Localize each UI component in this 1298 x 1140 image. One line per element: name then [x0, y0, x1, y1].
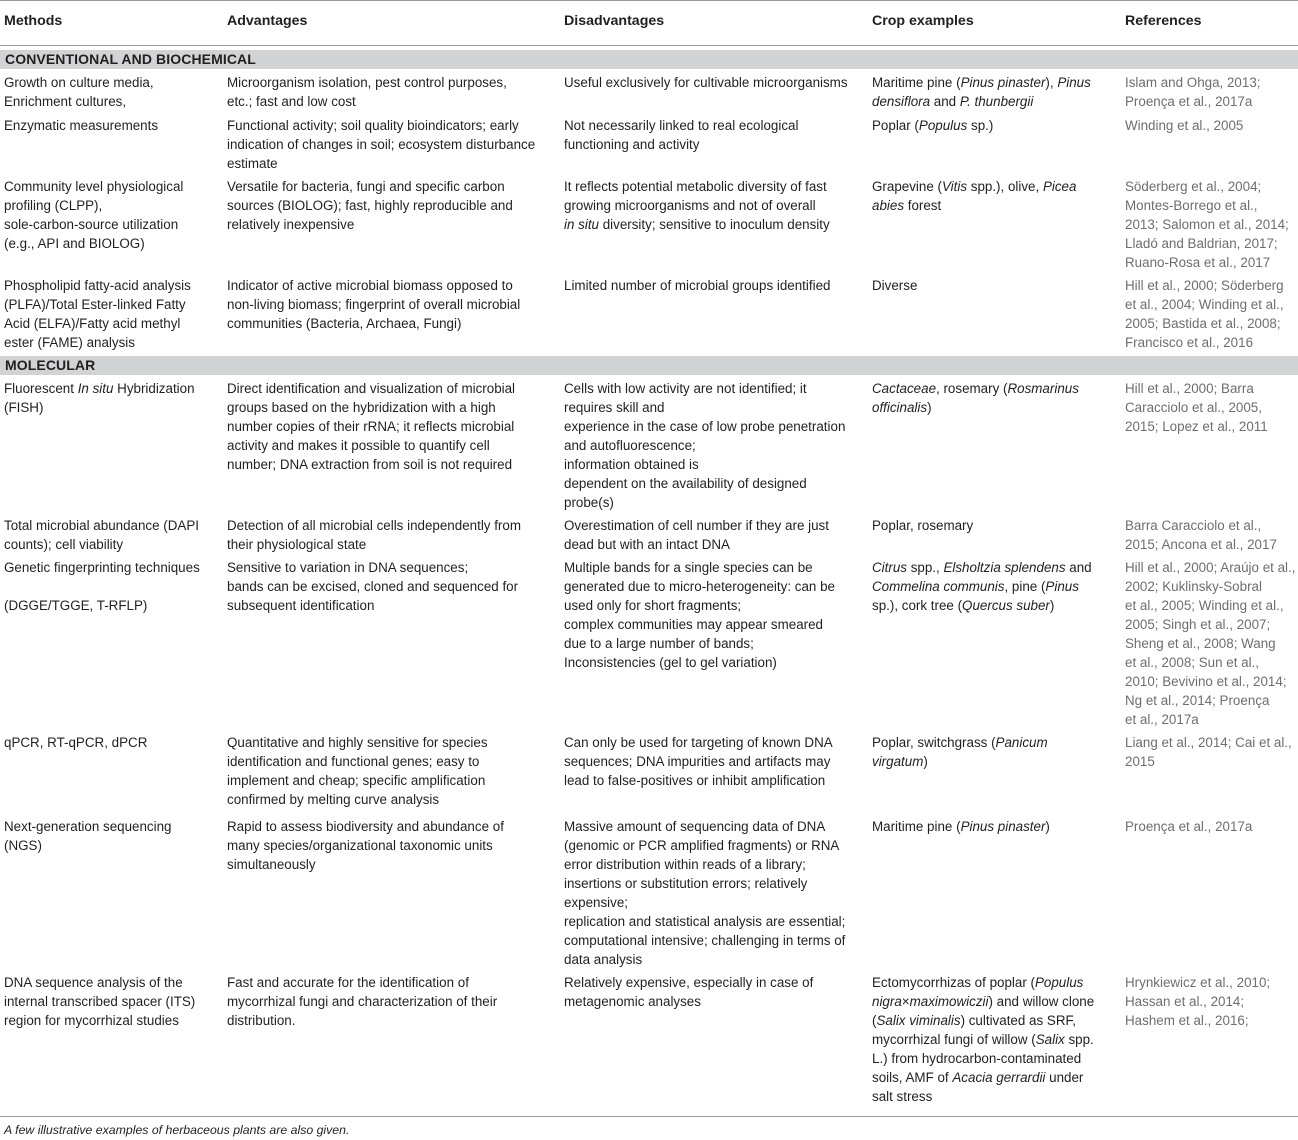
cell-line: ester (FAME) analysis — [4, 335, 135, 350]
cell-line: estimate — [227, 156, 278, 171]
cell-line: functioning and activity — [564, 137, 700, 152]
cell-line: Söderberg et al., 2004; — [1125, 179, 1262, 194]
cell-line: identification and functional genes; easy to — [227, 754, 480, 769]
advantages-cell — [227, 73, 507, 111]
cell-line: Hashem et al., 2016; — [1125, 1013, 1249, 1028]
cell-line: 2005; Singh et al., 2007; — [1125, 617, 1271, 632]
cell-line: sequences; DNA impurities and artifacts may — [564, 754, 831, 769]
cell-line: virgatum) — [872, 754, 928, 769]
cell-line: Direct identification and visualization of microbial — [227, 381, 516, 396]
column-header-references: References — [1125, 13, 1202, 29]
cell-line: Ruano-Rosa et al., 2017 — [1125, 255, 1271, 270]
disadvantages-cell — [564, 817, 845, 969]
references-cell — [1125, 558, 1295, 729]
table-footnote: A few illustrative examples of herbaceous plants are also given. — [4, 1123, 350, 1137]
cell-line: salt stress — [872, 1089, 933, 1104]
column-header-methods: Methods — [4, 13, 63, 29]
cell-line: used only for short fragments; — [564, 598, 742, 613]
cell-line: et al., 2005; Winding et al., — [1125, 598, 1284, 613]
table-bottom-rule — [0, 1116, 1298, 1117]
cell-line: simultaneously — [227, 857, 316, 872]
cell-line: Quantitative and highly sensitive for species — [227, 735, 488, 750]
disadvantages-cell — [564, 116, 798, 154]
cell-line: Genetic fingerprinting techniques — [4, 560, 200, 575]
cell-line: internal transcribed spacer (ITS) — [4, 994, 196, 1009]
cell-line: Microorganism isolation, pest control purposes, — [227, 75, 507, 90]
cell-line: Acid (ELFA)/Fatty acid methyl — [4, 316, 181, 331]
cell-line: sole-carbon-source utilization — [4, 217, 179, 232]
cell-line: sources (BIOLOG); fast, highly reproducible and — [227, 198, 513, 213]
cell-line: Next-generation sequencing — [4, 819, 172, 834]
disadvantages-cell — [564, 177, 830, 234]
method-cell — [4, 817, 172, 855]
cell-line: computational intensive; challenging in terms of — [564, 933, 846, 948]
cell-line: Community level physiological — [4, 179, 184, 194]
disadvantages-cell — [564, 558, 835, 672]
cell-line: Functional activity; soil quality bioindicators; early — [227, 118, 519, 133]
cell-line: 2002; Kuklinsky-Sobral — [1125, 579, 1262, 594]
cell-line: metagenomic analyses — [564, 994, 701, 1009]
cell-line: et al., 2008; Sun et al., — [1125, 655, 1259, 670]
cell-line: dead but with an intact DNA — [564, 537, 730, 552]
disadvantages-cell — [564, 276, 830, 295]
references-cell — [1125, 177, 1289, 272]
crop-examples-cell — [872, 73, 1091, 111]
cell-line: Francisco et al., 2016 — [1125, 335, 1254, 350]
cell-line: soils, AMF of Acacia gerrardii under — [872, 1070, 1084, 1085]
advantages-cell — [227, 177, 513, 234]
cell-line: et al., 2017a — [1125, 712, 1199, 727]
cell-line: generated due to micro-heterogeneity: can be — [564, 579, 835, 594]
cell-line: Fast and accurate for the identification of — [227, 975, 469, 990]
crop-examples-cell — [872, 817, 1050, 836]
cell-line: Diverse — [872, 278, 918, 293]
method-cell — [4, 379, 195, 417]
advantages-cell — [227, 817, 504, 874]
cell-line: requires skill and — [564, 400, 665, 415]
cell-line: Hill et al., 2000; Araújo et al., — [1125, 560, 1296, 575]
cell-line: qPCR, RT-qPCR, dPCR — [4, 735, 148, 750]
cell-line: 2015 — [1125, 754, 1155, 769]
cell-line: Hill et al., 2000; Söderberg — [1125, 278, 1284, 293]
method-cell — [4, 177, 183, 253]
cell-line: It reflects potential metabolic diversity of fast — [564, 179, 827, 194]
cell-line: Ectomycorrhizas of poplar (Populus — [872, 975, 1084, 990]
method-cell — [4, 733, 147, 752]
cell-line: Ng et al., 2014; Proença — [1125, 693, 1270, 708]
cell-line: Indicator of active microbial biomass opposed to — [227, 278, 513, 293]
cell-line: Sheng et al., 2008; Wang — [1125, 636, 1276, 651]
crop-examples-cell — [872, 177, 1076, 215]
cell-line: subsequent identification — [227, 598, 375, 613]
cell-line: Islam and Ohga, 2013; — [1125, 75, 1261, 90]
disadvantages-cell — [564, 733, 833, 790]
cell-line: profiling (CLPP), — [4, 198, 103, 213]
cell-line: Proença et al., 2017a — [1125, 819, 1253, 834]
cell-line: replication and statistical analysis are essential; — [564, 914, 846, 929]
cell-line: L.) from hydrocarbon-contaminated — [872, 1051, 1082, 1066]
advantages-cell — [227, 379, 515, 474]
cell-line: Total microbial abundance (DAPI — [4, 518, 200, 533]
cell-line: dependent on the availability of designed — [564, 476, 807, 491]
cell-line: Massive amount of sequencing data of DNA — [564, 819, 826, 834]
cell-line: confirmed by melting curve analysis — [227, 792, 440, 807]
cell-line: Maritime pine (Pinus pinaster), Pinus — [872, 75, 1091, 90]
column-header-crop-examples: Crop examples — [872, 13, 974, 29]
cell-line: Inconsistencies (gel to gel variation) — [564, 655, 777, 670]
cell-line: many species/organizational taxonomic units — [227, 838, 493, 853]
cell-line: Enrichment cultures, — [4, 94, 127, 109]
cell-line: number; DNA extraction from soil is not required — [227, 457, 513, 472]
cell-line: Lladó and Baldrian, 2017; — [1125, 236, 1278, 251]
cell-line: Sensitive to variation in DNA sequences; — [227, 560, 469, 575]
cell-line: Hill et al., 2000; Barra — [1125, 381, 1254, 396]
cell-line: (FISH) — [4, 400, 44, 415]
advantages-cell — [227, 733, 488, 809]
method-cell — [4, 558, 200, 615]
cell-line: experience in the case of low probe penetration — [564, 419, 846, 434]
references-cell — [1125, 276, 1284, 352]
cell-line: et al., 2004; Winding et al., — [1125, 297, 1284, 312]
cell-line: Phospholipid fatty-acid analysis — [4, 278, 191, 293]
cell-line: DNA sequence analysis of the — [4, 975, 183, 990]
cell-line: and autofluorescence; — [564, 438, 696, 453]
cell-line: densiflora and P. thunbergii — [872, 94, 1034, 109]
cell-line: mycorrhizal fungi of willow (Salix spp. — [872, 1032, 1094, 1047]
cell-line: data analysis — [564, 952, 643, 967]
cell-line: Cactaceae, rosemary (Rosmarinus — [872, 381, 1079, 396]
advantages-cell — [227, 116, 535, 173]
cell-line: Multiple bands for a single species can be — [564, 560, 813, 575]
cell-line: Can only be used for targeting of known DNA — [564, 735, 833, 750]
cell-line: (genomic or PCR amplified fragments) or RNA — [564, 838, 840, 853]
cell-line: their physiological state — [227, 537, 367, 552]
cell-line: probe(s) — [564, 495, 614, 510]
cell-line: Caracciolo et al., 2005, — [1125, 400, 1262, 415]
cell-line: Commelina communis, pine (Pinus — [872, 579, 1079, 594]
cell-line: Not necessarily linked to real ecological — [564, 118, 799, 133]
cell-line: 2013; Salomon et al., 2014; — [1125, 217, 1289, 232]
cell-line: etc.; fast and low cost — [227, 94, 356, 109]
cell-line: groups based on the hybridization with a high — [227, 400, 496, 415]
section-header — [0, 50, 1298, 69]
cell-line: (Salix viminalis) cultivated as SRF, — [872, 1013, 1076, 1028]
column-header-disadvantages: Disadvantages — [564, 13, 665, 29]
cell-line: Enzymatic measurements — [4, 118, 159, 133]
disadvantages-cell — [564, 379, 845, 512]
advantages-cell — [227, 558, 518, 615]
cell-line: sp.), cork tree (Quercus suber) — [872, 598, 1055, 613]
cell-line: activity and makes it possible to quantify cell — [227, 438, 490, 453]
cell-line: mycorrhizal fungi and characterization of their — [227, 994, 498, 1009]
references-cell — [1125, 116, 1243, 135]
disadvantages-cell — [564, 973, 813, 1011]
cell-line: indication of changes in soil; ecosystem disturbance — [227, 137, 536, 152]
cell-line: (DGGE/TGGE, T-RFLP) — [4, 598, 148, 613]
cell-line: error distribution within reads of a library; — [564, 857, 806, 872]
section-title: CONVENTIONAL AND BIOCHEMICAL — [5, 51, 256, 67]
cell-line: Barra Caracciolo et al., — [1125, 518, 1262, 533]
references-cell — [1125, 516, 1277, 554]
method-cell — [4, 73, 154, 111]
method-cell — [4, 516, 199, 554]
cell-line: distribution. — [227, 1013, 296, 1028]
cell-line: Montes-Borrego et al., — [1125, 198, 1258, 213]
cell-line: Detection of all microbial cells independently from — [227, 518, 521, 533]
advantages-cell — [227, 516, 521, 554]
method-cell — [4, 116, 158, 135]
cell-line: Poplar (Populus sp.) — [872, 118, 994, 133]
cell-line: (e.g., API and BIOLOG) — [4, 236, 145, 251]
cell-line: growing microorganisms and not of overall — [564, 198, 816, 213]
crop-examples-cell — [872, 276, 917, 295]
cell-line: non-living biomass; fingerprint of overall microbial — [227, 297, 521, 312]
table-header-row — [0, 0, 1298, 46]
cell-line: (NGS) — [4, 838, 42, 853]
cell-line: Poplar, rosemary — [872, 518, 974, 533]
cell-line: information obtained is — [564, 457, 699, 472]
cell-line: Hassan et al., 2014; — [1125, 994, 1245, 1009]
crop-examples-cell — [872, 516, 973, 535]
cell-line: Citrus spp., Elsholtzia splendens and — [872, 560, 1092, 575]
cell-line — [4, 577, 200, 596]
references-cell — [1125, 73, 1260, 111]
cell-line: communities (Bacteria, Archaea, Fungi) — [227, 316, 462, 331]
cell-line: nigra×maximowiczii) and willow clone — [872, 994, 1095, 1009]
column-header-advantages: Advantages — [227, 13, 308, 29]
cell-line: Growth on culture media, — [4, 75, 154, 90]
method-cell — [4, 973, 195, 1030]
cell-line: officinalis) — [872, 400, 932, 415]
crop-examples-cell — [872, 558, 1092, 615]
cell-line: Limited number of microbial groups identified — [564, 278, 831, 293]
advantages-cell — [227, 973, 497, 1030]
cell-line: insertions or substitution errors; relatively — [564, 876, 808, 891]
cell-line: Relatively expensive, especially in case of — [564, 975, 814, 990]
cell-line: region for mycorrhizal studies — [4, 1013, 179, 1028]
cell-line: counts); cell viability — [4, 537, 124, 552]
cell-line: Hrynkiewicz et al., 2010; — [1125, 975, 1271, 990]
cell-line: Poplar, switchgrass (Panicum — [872, 735, 1048, 750]
cell-line: Versatile for bacteria, fungi and specific carbon — [227, 179, 505, 194]
cell-line: in situ diversity; sensitive to inoculum density — [564, 217, 830, 232]
cell-line: relatively inexpensive — [227, 217, 355, 232]
disadvantages-cell — [564, 516, 829, 554]
cell-line: Liang et al., 2014; Cai et al., — [1125, 735, 1292, 750]
cell-line: Winding et al., 2005 — [1125, 118, 1244, 133]
references-cell — [1125, 817, 1252, 836]
cell-line: Proença et al., 2017a — [1125, 94, 1253, 109]
cell-line: Useful exclusively for cultivable microorganisms — [564, 75, 848, 90]
method-cell — [4, 276, 191, 352]
cell-line: number copies of their rRNA; it reflects microbial — [227, 419, 515, 434]
cell-line: Fluorescent In situ Hybridization — [4, 381, 195, 396]
cell-line: Maritime pine (Pinus pinaster) — [872, 819, 1050, 834]
cell-line: Overestimation of cell number if they are just — [564, 518, 829, 533]
cell-line: 2015; Lopez et al., 2011 — [1125, 419, 1268, 434]
crop-examples-cell — [872, 733, 1048, 771]
references-cell — [1125, 733, 1292, 771]
cell-line: 2010; Bevivino et al., 2014; — [1125, 674, 1287, 689]
advantages-cell — [227, 276, 520, 333]
cell-line: due to a large number of bands; — [564, 636, 754, 651]
section-header — [0, 356, 1298, 375]
cell-line: implement and cheap; specific amplification — [227, 773, 486, 788]
crop-examples-cell — [872, 973, 1094, 1106]
cell-line: Grapevine (Vitis spp.), olive, Picea — [872, 179, 1077, 194]
cell-line: abies forest — [872, 198, 942, 213]
disadvantages-cell — [564, 73, 848, 92]
crop-examples-cell — [872, 116, 993, 135]
cell-line: Rapid to assess biodiversity and abundance of — [227, 819, 504, 834]
cell-line: bands can be excised, cloned and sequenced for — [227, 579, 519, 594]
crop-examples-cell — [872, 379, 1079, 417]
cell-line: 2005; Bastida et al., 2008; — [1125, 316, 1281, 331]
references-cell — [1125, 973, 1270, 1030]
cell-line: complex communities may appear smeared — [564, 617, 823, 632]
section-title: MOLECULAR — [5, 357, 96, 373]
cell-line: lead to false-positives or inhibit amplification — [564, 773, 826, 788]
cell-line: expensive; — [564, 895, 629, 910]
cell-line: Cells with low activity are not identified; it — [564, 381, 807, 396]
references-cell — [1125, 379, 1268, 436]
cell-line: 2015; Ancona et al., 2017 — [1125, 537, 1277, 552]
cell-line: (PLFA)/Total Ester-linked Fatty — [4, 297, 186, 312]
